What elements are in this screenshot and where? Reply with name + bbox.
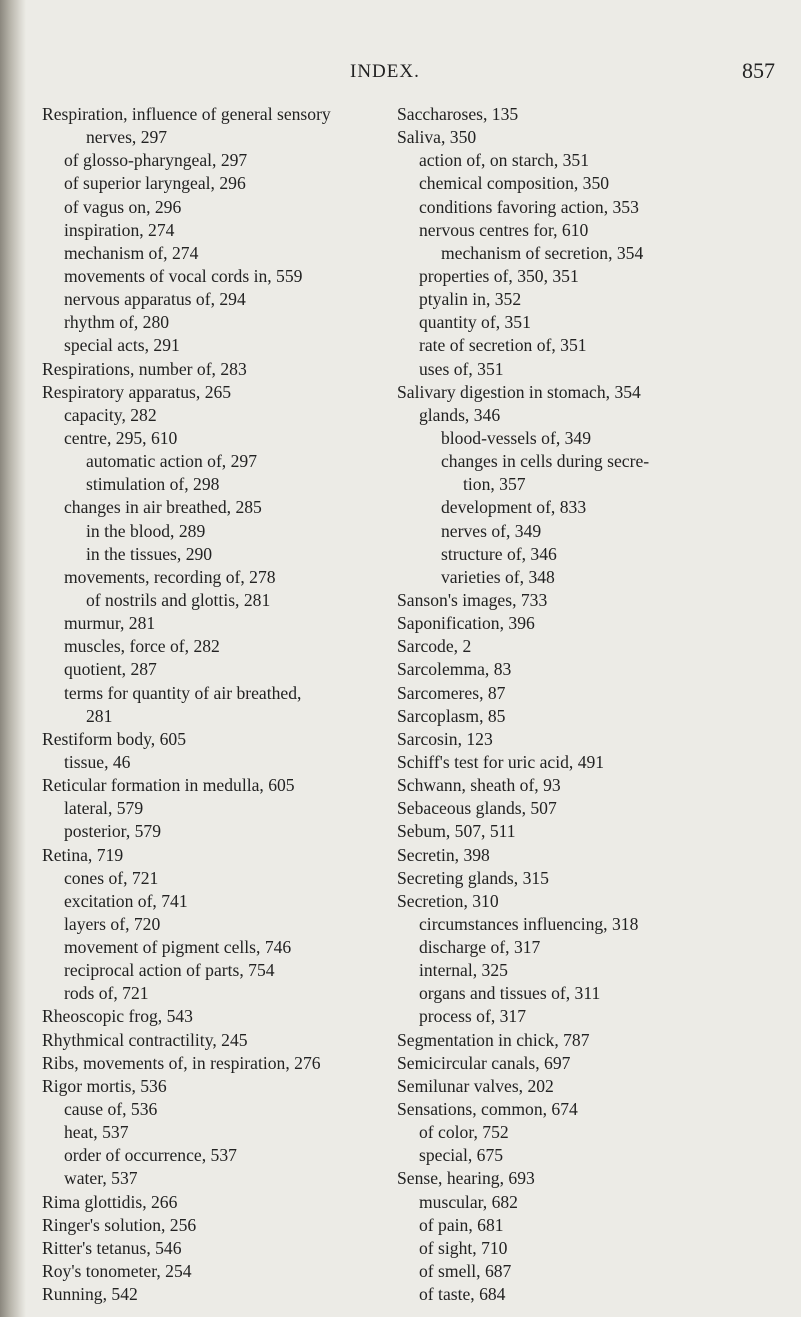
index-main-entry: Sarcolemma, 83 bbox=[397, 659, 512, 680]
page-number: 857 bbox=[742, 58, 775, 83]
index-sub-entry: changes in air breathed, 285 bbox=[64, 497, 262, 518]
index-sub-entry: ptyalin in, 352 bbox=[419, 289, 522, 310]
index-main-entry: Sense, hearing, 693 bbox=[397, 1168, 535, 1189]
index-main-entry: Sarcomeres, 87 bbox=[397, 682, 506, 703]
index-sub-entry: reciprocal action of parts, 754 bbox=[64, 960, 275, 981]
index-main-entry: Reticular formation in medulla, 605 bbox=[42, 775, 295, 796]
index-main-entry: Respiratory apparatus, 265 bbox=[42, 381, 232, 402]
index-main-entry: Schiff's test for uric acid, 491 bbox=[397, 751, 605, 772]
index-sub-entry: chemical composition, 350 bbox=[419, 173, 610, 194]
index-sub-entry: automatic action of, 297 bbox=[86, 451, 257, 472]
index-sub-entry: nerves of, 349 bbox=[441, 520, 542, 541]
index-sub-entry: stimulation of, 298 bbox=[86, 474, 220, 495]
index-sub-entry: inspiration, 274 bbox=[64, 219, 175, 240]
index-sub-entry: nerves, 297 bbox=[86, 127, 168, 148]
index-main-entry: Roy's tonometer, 254 bbox=[42, 1261, 192, 1282]
index-sub-entry: special, 675 bbox=[419, 1145, 504, 1166]
index-main-entry: Sebum, 507, 511 bbox=[397, 821, 516, 842]
index-sub-entry: nervous apparatus of, 294 bbox=[64, 289, 246, 310]
index-main-entry: Saponification, 396 bbox=[397, 613, 535, 634]
index-sub-entry: nervous centres for, 610 bbox=[419, 219, 589, 240]
index-main-entry: Sensations, common, 674 bbox=[397, 1099, 578, 1120]
index-main-entry: Secretin, 398 bbox=[397, 844, 490, 865]
index-sub-entry: layers of, 720 bbox=[64, 913, 161, 934]
index-column-left bbox=[42, 103, 382, 1306]
page-binding-gutter bbox=[0, 0, 26, 1317]
index-sub-entry: process of, 317 bbox=[419, 1006, 527, 1027]
index-sub-entry: conditions favoring action, 353 bbox=[419, 196, 639, 217]
index-sub-entry: movement of pigment cells, 746 bbox=[64, 937, 292, 958]
index-sub-entry: 281 bbox=[86, 705, 113, 726]
index-main-entry: Restiform body, 605 bbox=[42, 728, 186, 749]
index-sub-entry: circumstances influencing, 318 bbox=[419, 913, 639, 934]
index-sub-entry: changes in cells during secre- bbox=[441, 451, 650, 472]
index-sub-entry: capacity, 282 bbox=[64, 404, 157, 425]
index-main-entry: Retina, 719 bbox=[42, 844, 124, 865]
index-main-entry: Secretion, 310 bbox=[397, 890, 499, 911]
index-sub-entry: terms for quantity of air breathed, bbox=[64, 682, 302, 703]
index-main-entry: Rima glottidis, 266 bbox=[42, 1191, 178, 1212]
index-sub-entry: murmur, 281 bbox=[64, 613, 156, 634]
index-sub-entry: quotient, 287 bbox=[64, 659, 157, 680]
index-sub-entry: cause of, 536 bbox=[64, 1099, 158, 1120]
index-sub-entry: tissue, 46 bbox=[64, 751, 131, 772]
index-sub-entry: mechanism of, 274 bbox=[64, 242, 199, 263]
index-main-entry: Rhythmical contractility, 245 bbox=[42, 1029, 248, 1050]
index-sub-entry: of taste, 684 bbox=[419, 1284, 506, 1305]
index-sub-entry: properties of, 350, 351 bbox=[419, 265, 579, 286]
index-main-entry: Sarcosin, 123 bbox=[397, 728, 493, 749]
index-main-entry: Segmentation in chick, 787 bbox=[397, 1029, 590, 1050]
index-sub-entry: of smell, 687 bbox=[419, 1261, 512, 1282]
index-main-entry: Sebaceous glands, 507 bbox=[397, 798, 557, 819]
index-sub-entry: structure of, 346 bbox=[441, 543, 557, 564]
index-sub-entry: heat, 537 bbox=[64, 1122, 129, 1143]
index-sub-entry: lateral, 579 bbox=[64, 798, 144, 819]
index-main-entry: Ringer's solution, 256 bbox=[42, 1214, 197, 1235]
index-column-right bbox=[397, 103, 797, 1306]
index-sub-entry: discharge of, 317 bbox=[419, 937, 541, 958]
index-sub-entry: centre, 295, 610 bbox=[64, 427, 178, 448]
index-main-entry: Running, 542 bbox=[42, 1284, 138, 1305]
index-sub-entry: of superior laryngeal, 296 bbox=[64, 173, 246, 194]
index-sub-entry: movements of vocal cords in, 559 bbox=[64, 265, 303, 286]
index-main-entry: Respirations, number of, 283 bbox=[42, 358, 247, 379]
index-sub-entry: of sight, 710 bbox=[419, 1237, 508, 1258]
index-sub-entry: uses of, 351 bbox=[419, 358, 504, 379]
index-sub-entry: mechanism of secretion, 354 bbox=[441, 242, 644, 263]
index-main-entry: Semicircular canals, 697 bbox=[397, 1052, 571, 1073]
index-main-entry: Secreting glands, 315 bbox=[397, 867, 549, 888]
index-main-entry: Respiration, influence of general sensory bbox=[42, 104, 331, 124]
index-main-entry: Schwann, sheath of, 93 bbox=[397, 775, 561, 796]
index-main-entry: Salivary digestion in stomach, 354 bbox=[397, 381, 641, 402]
index-sub-entry: of color, 752 bbox=[419, 1122, 509, 1143]
index-sub-entry: in the tissues, 290 bbox=[86, 543, 213, 564]
index-main-entry: Saccharoses, 135 bbox=[397, 104, 519, 124]
index-main-entry: Sanson's images, 733 bbox=[397, 589, 548, 610]
index-sub-entry: rate of secretion of, 351 bbox=[419, 335, 587, 356]
index-sub-entry: posterior, 579 bbox=[64, 821, 162, 842]
running-head: INDEX. bbox=[350, 61, 420, 82]
index-main-entry: Saliva, 350 bbox=[397, 127, 477, 148]
index-main-entry: Ribs, movements of, in respiration, 276 bbox=[42, 1052, 321, 1073]
index-sub-entry: organs and tissues of, 311 bbox=[419, 983, 601, 1004]
index-sub-entry: of pain, 681 bbox=[419, 1214, 504, 1235]
index-sub-entry: order of occurrence, 537 bbox=[64, 1145, 237, 1166]
index-sub-entry: tion, 357 bbox=[463, 474, 526, 495]
index-sub-entry: action of, on starch, 351 bbox=[419, 150, 590, 171]
index-sub-entry: development of, 833 bbox=[441, 497, 587, 518]
index-main-entry: Semilunar valves, 202 bbox=[397, 1075, 554, 1096]
index-sub-entry: movements, recording of, 278 bbox=[64, 566, 276, 587]
index-sub-entry: water, 537 bbox=[64, 1168, 138, 1189]
index-sub-entry: internal, 325 bbox=[419, 960, 508, 981]
index-sub-entry: cones of, 721 bbox=[64, 867, 159, 888]
index-sub-entry: blood-vessels of, 349 bbox=[441, 427, 592, 448]
index-main-entry: Ritter's tetanus, 546 bbox=[42, 1237, 182, 1258]
index-main-entry: Sarcoplasm, 85 bbox=[397, 705, 506, 726]
page-header bbox=[0, 55, 801, 85]
index-sub-entry: of glosso-pharyngeal, 297 bbox=[64, 150, 248, 171]
index-sub-entry: rhythm of, 280 bbox=[64, 312, 170, 333]
index-sub-entry: glands, 346 bbox=[419, 404, 501, 425]
index-sub-entry: muscular, 682 bbox=[419, 1191, 518, 1212]
index-main-entry: Sarcode, 2 bbox=[397, 636, 472, 657]
index-main-entry: Rheoscopic frog, 543 bbox=[42, 1006, 193, 1027]
index-main-entry: Rigor mortis, 536 bbox=[42, 1075, 167, 1096]
index-sub-entry: muscles, force of, 282 bbox=[64, 636, 220, 657]
index-sub-entry: of nostrils and glottis, 281 bbox=[86, 589, 271, 610]
index-sub-entry: special acts, 291 bbox=[64, 335, 180, 356]
index-sub-entry: rods of, 721 bbox=[64, 983, 149, 1004]
index-sub-entry: excitation of, 741 bbox=[64, 890, 188, 911]
index-sub-entry: in the blood, 289 bbox=[86, 520, 206, 541]
index-sub-entry: quantity of, 351 bbox=[419, 312, 531, 333]
index-sub-entry: of vagus on, 296 bbox=[64, 196, 182, 217]
index-sub-entry: varieties of, 348 bbox=[441, 566, 555, 587]
